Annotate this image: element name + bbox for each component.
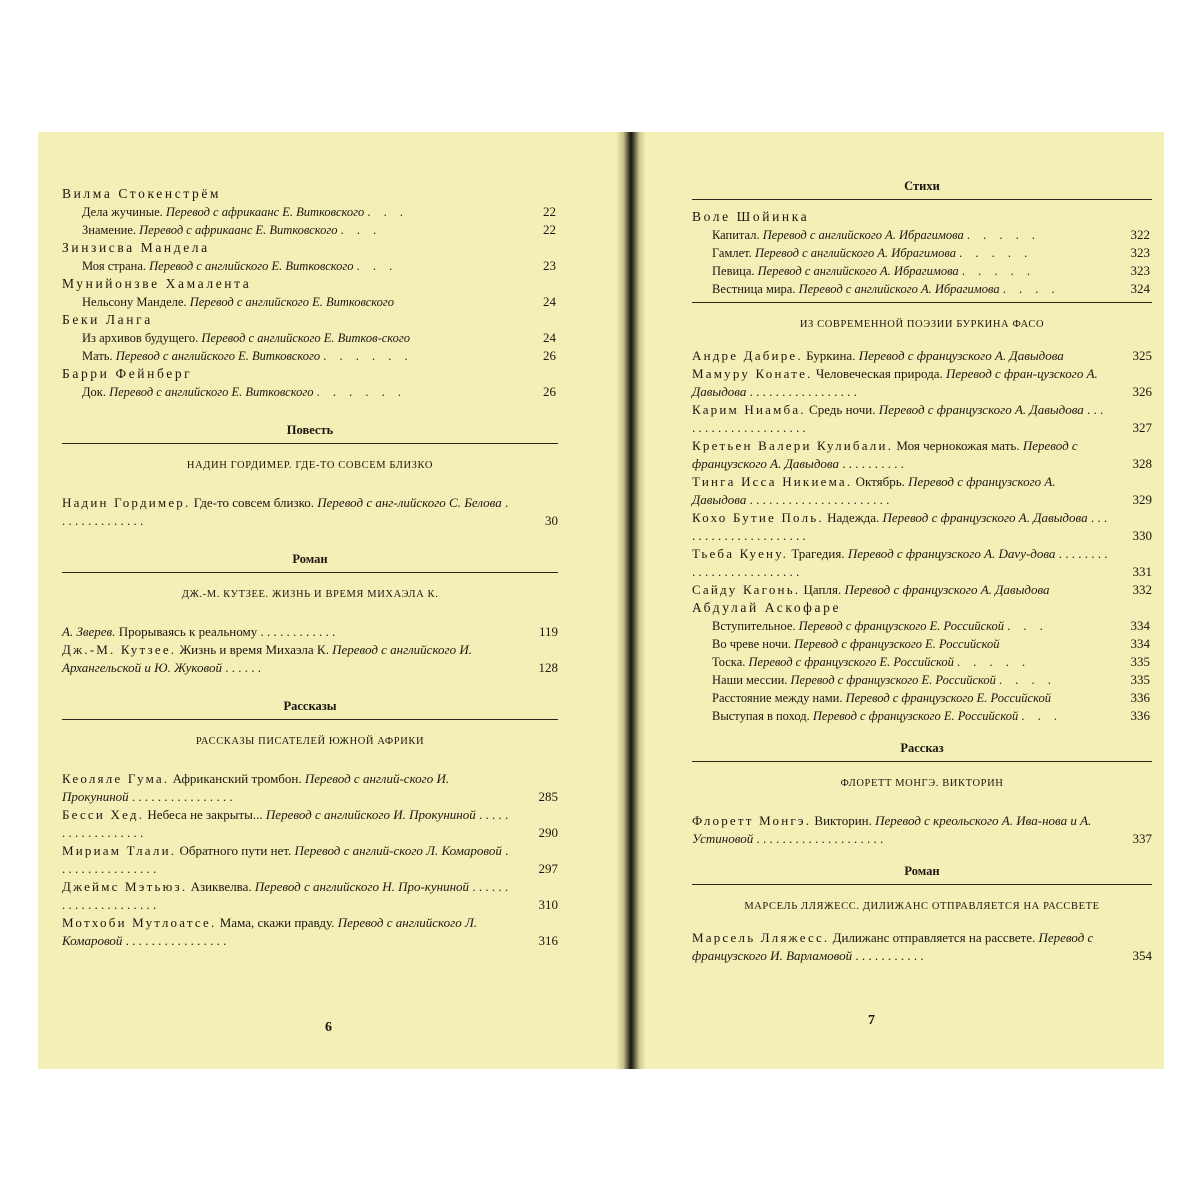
entry-translator: Перевод с анг-лийского С. Белова [317, 495, 502, 510]
toc-entry [62, 221, 558, 239]
entry-translator: Перевод с французского И. Варламовой [692, 930, 1094, 963]
leader-dots: . . . . . [961, 264, 1035, 278]
entry-title: Знамение. [82, 223, 140, 237]
toc-entry [692, 581, 1152, 599]
entry-author: Надин Гордимер. [62, 495, 191, 510]
toc-entry [62, 878, 558, 914]
entry-author: Флоретт Монгэ. [692, 813, 812, 828]
page-ref: 328 [1132, 456, 1152, 471]
toc-entry [62, 623, 558, 641]
entry-author: Тинга Исса Никиема. [692, 474, 853, 489]
entry-translator: Перевод с французского Е. Российской [748, 655, 954, 669]
toc-entry [62, 293, 558, 311]
entry-translator: Перевод с англий-ского И. Прокуниной [62, 771, 450, 804]
entry-title: Средь ночи. [805, 402, 879, 417]
author-name: Абдулай Аскофаре [692, 600, 842, 615]
page-ref: 327 [1132, 420, 1152, 435]
entry-title: Певица. [712, 264, 758, 278]
leader-dots: . . . . . . [316, 385, 406, 399]
entry-title: Расстояние между нами. [712, 691, 846, 705]
leader-dots: . . . . . . . . . . . . . . . . . . . . . [692, 402, 1104, 435]
toc-entry [62, 806, 558, 842]
entry-text [712, 244, 1112, 262]
page-ref: 329 [1132, 492, 1152, 507]
toc-entry [692, 280, 1152, 298]
entry-translator: Перевод с французского Е. Российской [845, 691, 1051, 705]
entry-title: Моя чернокожая мать. [893, 438, 1023, 453]
entry-title: Азиквелва. [187, 879, 255, 894]
page-ref: 119 [538, 624, 558, 639]
entry-title: Тоска. [712, 655, 749, 669]
page-ref: 323 [1130, 263, 1150, 278]
entry-translator: Перевод с французского Е. Российской [790, 673, 996, 687]
entry-title: Дилижанс отправляется на рассвете. [829, 930, 1039, 945]
page-ref: 334 [1130, 636, 1150, 651]
page-ref: 336 [1130, 708, 1150, 723]
toc-entry [692, 473, 1152, 509]
page-ref: 22 [543, 204, 556, 219]
entry-title: Из архивов будущего. [82, 331, 202, 345]
entry-translator: Перевод с французского А. Davy-дова [847, 546, 1056, 561]
page-number-left: 6 [325, 1020, 332, 1035]
entry-title: Прорываясь к реальному [115, 624, 258, 639]
entry-title: Надежда. [823, 510, 883, 525]
entry-translator: Перевод с английского Е. Витковского [149, 259, 354, 273]
entry-translator: Перевод с креольского А. Ивa-нова и А. Устиновой [692, 813, 1092, 846]
entry-translator: Перевод с африкаанс Е. Витковского [139, 223, 338, 237]
entry-translator: Перевод с французского Е. Российской [812, 709, 1019, 723]
section-title: Роман [904, 864, 940, 878]
entry-translator: Перевод с английского Л. Комаровой [62, 915, 478, 948]
section-title: Стихи [904, 179, 940, 193]
entry-text [82, 383, 518, 401]
page-ref: 332 [1132, 582, 1152, 597]
leader-dots: . . . . . . . . . . . . [260, 624, 336, 639]
entry-author: Мотхоби Мутлоатсе. [62, 915, 217, 930]
page-ref: 330 [1132, 528, 1152, 543]
entry-title: Мама, скажи правду. [216, 915, 338, 930]
entry-translator: Перевод с африкаанс Е. Витковского [165, 205, 365, 219]
entry-title: Выступая в поход. [712, 709, 813, 723]
entry-author: Андре Дабире. [692, 348, 803, 363]
entry-text [712, 226, 1112, 244]
entry-translator: Перевод с французского А. Давыдова [878, 402, 1084, 417]
page-ref: 30 [545, 513, 558, 528]
entry-translator: Перевод с английского Е. Витковского [115, 349, 321, 363]
leader-dots: . . . . . . . . . . . [855, 948, 924, 963]
toc-entry [692, 437, 1152, 473]
entry-title: Капитал. [712, 228, 763, 242]
entry-title: Африканский тромбон. [169, 771, 305, 786]
entry-translator: Перевод с французского А. Давыдова [692, 438, 1078, 471]
toc-entry [62, 203, 558, 221]
toc-entry [692, 635, 1152, 653]
entry-title: Гамлет. [712, 246, 755, 260]
toc-entry [692, 262, 1152, 280]
toc-entry [692, 509, 1152, 545]
page-ref: 326 [1132, 384, 1152, 399]
entry-translator: Перевод с фран-цузского А. Давыдова [692, 366, 1098, 399]
entry-author: Карим Ниамба. [692, 402, 806, 417]
toc-entry [692, 226, 1152, 244]
page-ref: 316 [538, 933, 558, 948]
entry-title: Мать. [82, 349, 116, 363]
leader-dots: . . . . . . . . . . . . . . . . . . . . . [62, 879, 509, 912]
author-name: Зинзисва Манделa [62, 240, 210, 255]
section-subhead: ИЗ СОВРЕМЕННОЙ ПОЭЗИИ БУРКИНА ФАСО [799, 319, 1045, 330]
leader-dots: . . . . . . . . . . . . . . . . . . [62, 807, 509, 840]
entry-author: Бесси Хед. [62, 807, 145, 822]
section-subhead: ФЛОРЕТТ МОНГЭ. ВИКТОРИН [840, 778, 1004, 789]
entry-title: Док. [82, 385, 110, 399]
page-ref: 334 [1130, 618, 1150, 633]
entry-text [712, 635, 1112, 653]
toc-entry [62, 383, 558, 401]
entry-title: Моя страна. [82, 259, 150, 273]
section-subhead: НАДИН ГОРДИМЕР. ГДЕ-ТО СОВСЕМ БЛИЗКО [186, 460, 434, 471]
page-ref: 26 [543, 384, 556, 399]
author-name: Мунийонзве Хамалента [62, 276, 252, 291]
book-spread [38, 132, 1164, 1069]
left-page-content [62, 185, 558, 950]
leader-dots: . . . . . . . . . . . . . . . . [125, 933, 227, 948]
entry-translator: Перевод с английского Е. Витковского [109, 385, 314, 399]
leader-dots: . . . [340, 223, 382, 237]
page-ref: 297 [538, 861, 558, 876]
page-ref: 354 [1132, 948, 1152, 963]
entry-translator: Перевод с французского А. Давыдова [844, 582, 1050, 597]
entry-text [82, 293, 518, 311]
entry-translator: Перевод с англий-ского Л. Комаровой [294, 843, 502, 858]
entry-translator: Перевод с английского И. Прокуниной [265, 807, 476, 822]
page-ref: 323 [1130, 245, 1150, 260]
toc-entry [62, 347, 558, 365]
page-ref: 336 [1130, 690, 1150, 705]
entry-title: Небеса не закрыты... [144, 807, 266, 822]
entry-title: Вестница мира. [712, 282, 799, 296]
toc-entry [62, 329, 558, 347]
author-name: Вилма Стокенстрём [62, 186, 222, 201]
toc-entry [692, 812, 1152, 848]
page-ref: 335 [1130, 654, 1150, 669]
entry-text [82, 329, 518, 347]
entry-text [712, 707, 1112, 725]
entry-author: Дж.-М. Кутзее. [62, 642, 177, 657]
page-ref: 22 [543, 222, 556, 237]
leader-dots: . . . . . . . . . . . . . . . . . . . . . [692, 510, 1108, 543]
entry-author: Сайду Кагонь. [692, 582, 801, 597]
author-name: Барри Фейнберг [62, 366, 193, 381]
leader-dots: . . . . . [966, 228, 1040, 242]
toc-entry [62, 641, 558, 677]
section-subhead: ДЖ.-М. КУТЗЕЕ. ЖИЗНЬ И ВРЕМЯ МИХАЭЛА К. [181, 589, 439, 600]
page-ref: 310 [538, 897, 558, 912]
entry-text [712, 262, 1112, 280]
author-name: Беки Ланга [62, 312, 153, 327]
entry-text [82, 257, 518, 275]
entry-title: Нельсону Манделе. [82, 295, 190, 309]
leader-dots: . . . . . . . . . . . . . . . . . . . . . . [749, 492, 890, 507]
entry-translator: Перевод с английского А. Ибрагимова [757, 264, 959, 278]
entry-text [712, 617, 1112, 635]
page-ref: 325 [1132, 348, 1152, 363]
toc-entry [692, 929, 1152, 965]
toc-entry [62, 494, 558, 530]
page-ref: 324 [1130, 281, 1150, 296]
entry-title: Дела жучиные. [82, 205, 166, 219]
entry-title: Обратного пути нет. [176, 843, 295, 858]
entry-author: Тьеба Куену. [692, 546, 789, 561]
toc-entry [692, 653, 1152, 671]
page-ref: 322 [1130, 227, 1150, 242]
leader-dots: . . . . . [956, 655, 1031, 669]
entry-title: Трагедия. [788, 546, 848, 561]
right-page-content [692, 177, 1152, 965]
entry-text [82, 221, 518, 239]
toc-entry [692, 545, 1152, 581]
entry-translator: Перевод с английского А. Ибрагимова [754, 246, 956, 260]
leader-dots: . . . . [1002, 282, 1060, 296]
page-ref: 128 [538, 660, 558, 675]
entry-author: Марсель Лляжесс. [692, 930, 830, 945]
leader-dots: . . . [1021, 709, 1062, 723]
entry-author: Мамуру Конате. [692, 366, 813, 381]
toc-entry [62, 770, 558, 806]
page-ref: 337 [1132, 831, 1152, 846]
entry-text [712, 653, 1112, 671]
leader-dots: . . . [367, 205, 408, 219]
leader-dots: . . . . . . . . . . . . . . . . . . . . . . . . . [692, 546, 1108, 579]
entry-title: Человеческая природа. [812, 366, 946, 381]
entry-author: Мириам Тлали. [62, 843, 177, 858]
toc-entry [692, 617, 1152, 635]
toc-entry [62, 842, 558, 878]
leader-dots: . . . . [999, 673, 1056, 687]
entry-translator: Перевод с английского Е. Витков-ского [201, 331, 411, 345]
author-name: Воле Шойинка [692, 209, 810, 224]
entry-text [712, 671, 1112, 689]
section-subhead: МАРСЕЛЬ ЛЛЯЖЕСС. ДИЛИЖАНС ОТПРАВЛЯЕТСЯ НА РАССВЕТЕ [744, 901, 1100, 912]
entry-title: Буркина. [802, 348, 859, 363]
entry-title: Цапля. [800, 582, 845, 597]
section-title: Повесть [286, 423, 334, 437]
leader-dots: . . . . . . [225, 660, 261, 675]
leader-dots: . . . . . . . . . . . . . . . . [131, 789, 233, 804]
toc-entry [692, 671, 1152, 689]
leader-dots: . . . [1007, 619, 1048, 633]
toc-entry [692, 365, 1152, 401]
entry-title: Наши мессии. [712, 673, 791, 687]
entry-text [82, 203, 518, 221]
entry-translator: Перевод с французского А. Давыдова [858, 348, 1064, 363]
entry-text [82, 347, 518, 365]
page-ref: 290 [538, 825, 558, 840]
page-ref: 24 [543, 294, 556, 309]
toc-entry [692, 244, 1152, 262]
toc-entry [692, 689, 1152, 707]
entry-author: Кохо Бутие Поль. [692, 510, 824, 525]
entry-translator: Перевод с французского А. Давыдова [882, 510, 1088, 525]
entry-translator: Перевод с английского Е. Витковского [189, 295, 395, 309]
page-ref: 23 [543, 258, 556, 273]
left-page [38, 132, 616, 1069]
entry-title: Жизнь и время Михаэла К. [176, 642, 333, 657]
leader-dots: . . . [356, 259, 398, 273]
right-page [646, 132, 1164, 1069]
leader-dots: . . . . . [959, 246, 1033, 260]
entry-translator: Перевод с английского А. Ибрагимова [762, 228, 964, 242]
entry-translator: Перевод с французского Е. Российской [798, 619, 1005, 633]
leader-dots: . . . . . . . . . . . . . . [62, 495, 509, 528]
entry-text [712, 689, 1112, 707]
section-title: Рассказ [900, 741, 944, 755]
page-ref: 24 [543, 330, 556, 345]
leader-dots: . . . . . . . . . . . . . . . . . [749, 384, 857, 399]
page-ref: 26 [543, 348, 556, 363]
leader-dots: . . . . . . . . . . [842, 456, 904, 471]
toc-entry [692, 401, 1152, 437]
section-title: Роман [292, 552, 328, 566]
entry-title: Во чреве ночи. [712, 637, 795, 651]
section-title: Рассказы [283, 699, 337, 713]
book-gutter [616, 132, 646, 1069]
entry-title: Где-то совсем близко. [190, 495, 318, 510]
toc-entry [62, 914, 558, 950]
entry-author: Кретьен Валери Кулибали. [692, 438, 894, 453]
entry-translator: Перевод с французского Е. Российской [794, 637, 1000, 651]
page-ref: 335 [1130, 672, 1150, 687]
toc-entry [692, 707, 1152, 725]
entry-translator: Перевод с французского А. Давыдова [692, 474, 1056, 507]
entry-translator: Перевод с английского А. Ибрагимова [798, 282, 1000, 296]
section-subhead: РАССКАЗЫ ПИСАТЕЛЕЙ ЮЖНОЙ АФРИКИ [195, 736, 425, 747]
entry-translator: Перевод с английского И. Архангельской и Ю. Жуковой [62, 642, 473, 675]
toc-entry [692, 347, 1152, 365]
entry-translator: А. Зверев. [62, 624, 116, 639]
entry-title: Октябрь. [852, 474, 909, 489]
page-number-right: 7 [868, 1013, 875, 1028]
entry-title: Вступительное. [712, 619, 799, 633]
leader-dots: . . . . . . . . . . . . . . . . [62, 843, 509, 876]
page-ref: 285 [538, 789, 558, 804]
leader-dots: . . . . . . . . . . . . . . . . . . . . [756, 831, 884, 846]
entry-translator: Перевод с английского Н. Про-куниной [254, 879, 470, 894]
leader-dots: . . . . . . [323, 349, 413, 363]
entry-title: Викторин. [811, 813, 876, 828]
entry-author: Кеоляле Гума. [62, 771, 170, 786]
toc-entry [62, 257, 558, 275]
entry-author: Джеймс Мэтьюз. [62, 879, 188, 894]
page-ref: 331 [1132, 564, 1152, 579]
entry-text [712, 280, 1112, 298]
